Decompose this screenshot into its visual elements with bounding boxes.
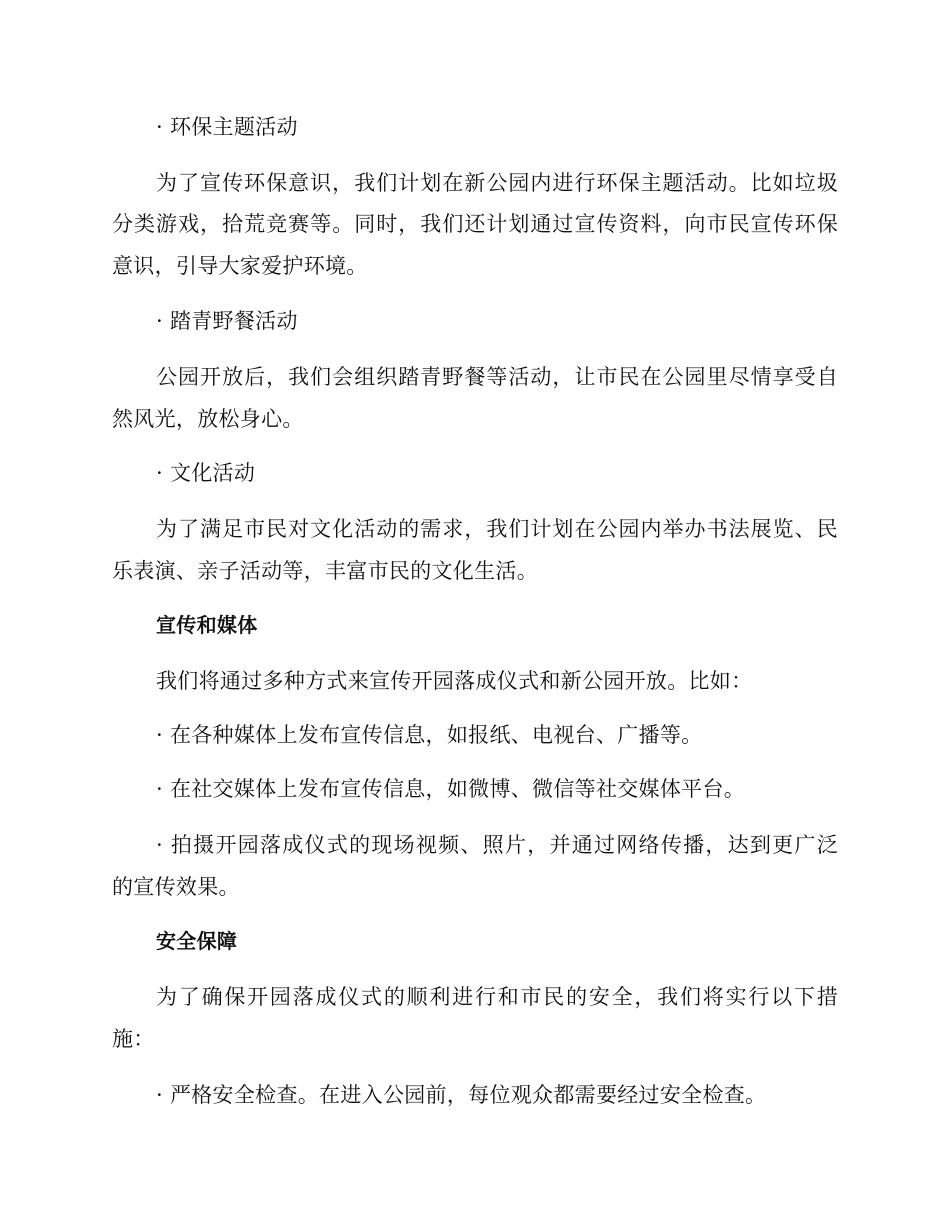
- paragraph-culture-line-2: 乐表演、亲子活动等，丰富市民的文化生活。: [112, 559, 538, 583]
- bullet-item-social-media: · 在社交媒体上发布宣传信息，如微博、微信等社交媒体平台。: [156, 777, 746, 801]
- paragraph-publicity-intro: 我们将通过多种方式来宣传开园落成仪式和新公园开放。比如：: [156, 669, 753, 693]
- paragraph-picnic-line-2: 然风光，放松身心。: [112, 407, 304, 431]
- section-heading-publicity: 宣传和媒体: [156, 613, 258, 637]
- paragraph-culture-line-1: 为了满足市民对文化活动的需求，我们计划在公园内举办书法展览、民: [156, 517, 838, 541]
- bullet-item-video-line-2: 的宣传效果。: [112, 875, 240, 899]
- bullet-item-culture-activity: · 文化活动: [156, 461, 256, 485]
- section-heading-safety: 安全保障: [156, 929, 238, 953]
- bullet-item-security-check: · 严格安全检查。在进入公园前，每位观众都需要经过安全检查。: [156, 1083, 767, 1107]
- bullet-item-traditional-media: · 在各种媒体上发布宣传信息，如报纸、电视台、广播等。: [156, 723, 703, 747]
- paragraph-eco-line-2: 分类游戏，拾荒竞赛等。同时，我们还计划通过宣传资料，向市民宣传环保: [112, 212, 838, 236]
- bullet-item-eco-theme-activity: · 环保主题活动: [156, 115, 298, 139]
- paragraph-eco-line-1: 为了宣传环保意识，我们计划在新公园内进行环保主题活动。比如垃圾: [156, 171, 838, 195]
- paragraph-picnic-line-1: 公园开放后，我们会组织踏青野餐等活动，让市民在公园里尽情享受自: [156, 365, 838, 389]
- paragraph-safety-line-1: 为了确保开园落成仪式的顺利进行和市民的安全，我们将实行以下措: [156, 985, 838, 1009]
- paragraph-safety-line-2: 施：: [112, 1027, 155, 1051]
- paragraph-eco-line-3: 意识，引导大家爱护环境。: [112, 254, 368, 278]
- bullet-item-picnic-activity: · 踏青野餐活动: [156, 309, 298, 333]
- bullet-item-video-line-1: · 拍摄开园落成仪式的现场视频、照片，并通过网络传播，达到更广泛: [156, 833, 838, 857]
